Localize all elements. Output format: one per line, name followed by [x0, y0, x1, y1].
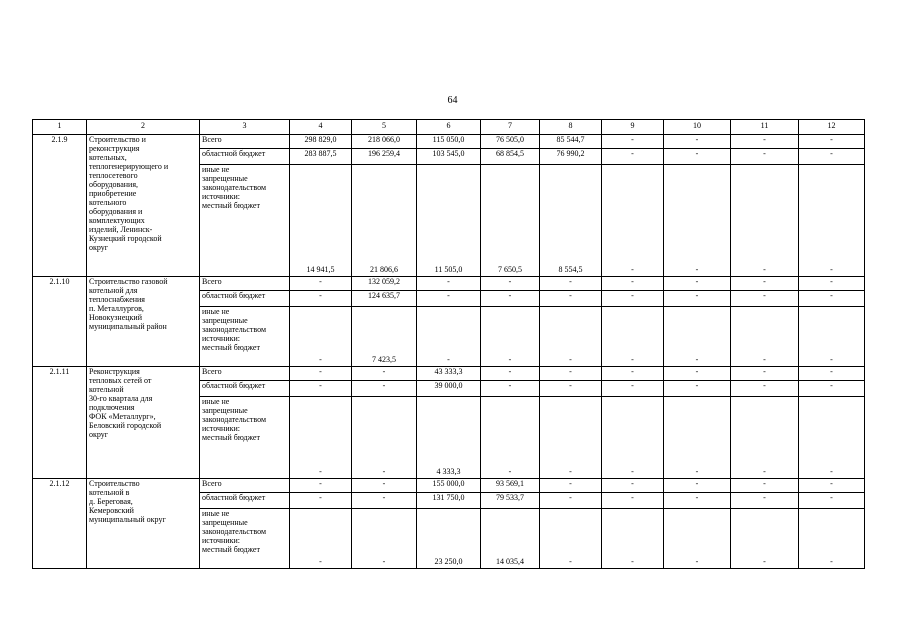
amount-cell: - [664, 397, 731, 479]
amount-cell: 132 059,2 [352, 277, 417, 291]
amount-cell: 76 505,0 [481, 135, 540, 149]
amount-cell: - [540, 381, 602, 397]
amount-cell: 76 990,2 [540, 149, 602, 165]
amount-cell: - [602, 397, 664, 479]
amount-cell: - [664, 479, 731, 493]
item-code: 2.1.10 [33, 277, 87, 367]
header-cell: 2 [87, 120, 200, 135]
amount-cell: 23 250,0 [417, 509, 481, 569]
amount-cell: - [602, 165, 664, 277]
amount-cell: - [290, 479, 352, 493]
amount-cell: - [290, 381, 352, 397]
amount-cell: - [540, 493, 602, 509]
amount-cell: - [602, 479, 664, 493]
amount-cell: - [540, 509, 602, 569]
item-name: Реконструкция тепловых сетей от котельной 30-го квартала для подключения ФОК «Металлург», Беловский городской округ [87, 367, 200, 479]
funding-source: иные не запрещенные законодательством источники: местный бюджет [200, 509, 290, 569]
amount-cell: 21 806,6 [352, 165, 417, 277]
item-name: Строительство котельной в д. Береговая, Кемеровский муниципальный округ [87, 479, 200, 569]
amount-cell: - [664, 135, 731, 149]
amount-cell: - [602, 381, 664, 397]
group-total-row [33, 277, 865, 291]
page-number: 64 [447, 95, 458, 106]
amount-cell: - [540, 307, 602, 367]
amount-cell: - [731, 149, 799, 165]
header-cell: 7 [481, 120, 540, 135]
item-name: Строительство газовой котельной для теплоснабжения п. Металлургов, Новокузнецкий муниципальный район [87, 277, 200, 367]
amount-cell: 39 000,0 [417, 381, 481, 397]
amount-cell: - [352, 493, 417, 509]
amount-cell: - [540, 479, 602, 493]
amount-cell: 14 035,4 [481, 509, 540, 569]
amount-cell: 79 533,7 [481, 493, 540, 509]
amount-cell: - [799, 307, 865, 367]
amount-cell: - [799, 165, 865, 277]
amount-cell: 85 544,7 [540, 135, 602, 149]
group-total-row [33, 135, 865, 149]
amount-cell: - [799, 493, 865, 509]
amount-cell: - [417, 291, 481, 307]
amount-cell: 283 887,5 [290, 149, 352, 165]
amount-cell: - [731, 307, 799, 367]
amount-cell: - [481, 307, 540, 367]
amount-cell: - [799, 135, 865, 149]
amount-cell: - [352, 381, 417, 397]
amount-cell: - [602, 307, 664, 367]
amount-cell: - [481, 291, 540, 307]
amount-cell: - [417, 277, 481, 291]
amount-cell: - [799, 149, 865, 165]
funding-source: Всего [200, 135, 290, 149]
funding-source: областной бюджет [200, 381, 290, 397]
amount-cell: - [290, 509, 352, 569]
amount-cell: 68 854,5 [481, 149, 540, 165]
header-cell: 11 [731, 120, 799, 135]
amount-cell: - [664, 509, 731, 569]
header-cell: 4 [290, 120, 352, 135]
amount-cell: - [481, 277, 540, 291]
amount-cell: 196 259,4 [352, 149, 417, 165]
header-cell: 6 [417, 120, 481, 135]
funding-source: областной бюджет [200, 493, 290, 509]
funding-source: Всего [200, 367, 290, 381]
amount-cell: 11 505,0 [417, 165, 481, 277]
amount-cell: - [290, 493, 352, 509]
amount-cell: - [481, 367, 540, 381]
amount-cell: - [352, 479, 417, 493]
amount-cell: 7 650,5 [481, 165, 540, 277]
amount-cell: - [540, 277, 602, 291]
amount-cell: 115 050,0 [417, 135, 481, 149]
amount-cell: - [290, 397, 352, 479]
header-cell: 1 [33, 120, 87, 135]
amount-cell: - [290, 307, 352, 367]
table-body [33, 120, 865, 569]
header-cell: 5 [352, 120, 417, 135]
amount-cell: - [602, 291, 664, 307]
amount-cell: - [664, 381, 731, 397]
amount-cell: - [290, 291, 352, 307]
item-code: 2.1.11 [33, 367, 87, 479]
funding-source: областной бюджет [200, 291, 290, 307]
amount-cell: 218 066,0 [352, 135, 417, 149]
amount-cell: 43 333,3 [417, 367, 481, 381]
amount-cell: - [731, 493, 799, 509]
amount-cell: 14 941,5 [290, 165, 352, 277]
amount-cell: - [731, 165, 799, 277]
amount-cell: - [731, 381, 799, 397]
amount-cell: - [352, 367, 417, 381]
amount-cell: - [799, 367, 865, 381]
funding-source: областной бюджет [200, 149, 290, 165]
amount-cell: - [481, 381, 540, 397]
amount-cell: 93 569,1 [481, 479, 540, 493]
header-cell: 3 [200, 120, 290, 135]
amount-cell: 4 333,3 [417, 397, 481, 479]
amount-cell: - [481, 397, 540, 479]
amount-cell: - [602, 509, 664, 569]
amount-cell: 103 545,0 [417, 149, 481, 165]
amount-cell: - [417, 307, 481, 367]
amount-cell: - [731, 291, 799, 307]
amount-cell: - [799, 397, 865, 479]
amount-cell: - [799, 479, 865, 493]
amount-cell: - [352, 397, 417, 479]
amount-cell: - [731, 509, 799, 569]
amount-cell: - [799, 277, 865, 291]
amount-cell: - [352, 509, 417, 569]
amount-cell: - [664, 367, 731, 381]
header-cell: 12 [799, 120, 865, 135]
amount-cell: - [664, 493, 731, 509]
amount-cell: - [602, 493, 664, 509]
group-total-row [33, 367, 865, 381]
item-name: Строительство и реконструкция котельных, теплогенерирующего и теплосетевого оборудования, приобретение котельного оборудования и комплектующих изделий, Ленинск- Кузнецкий городской округ [87, 135, 200, 277]
amount-cell: - [540, 397, 602, 479]
amount-cell: - [664, 165, 731, 277]
amount-cell: - [664, 277, 731, 291]
amount-cell: 298 829,0 [290, 135, 352, 149]
amount-cell: - [602, 135, 664, 149]
amount-cell: 8 554,5 [540, 165, 602, 277]
amount-cell: 131 750,0 [417, 493, 481, 509]
amount-cell: - [731, 367, 799, 381]
amount-cell: 124 635,7 [352, 291, 417, 307]
amount-cell: - [731, 479, 799, 493]
amount-cell: - [731, 397, 799, 479]
amount-cell: - [664, 291, 731, 307]
funding-source: Всего [200, 479, 290, 493]
header-row [33, 120, 865, 135]
item-code: 2.1.9 [33, 135, 87, 277]
header-cell: 10 [664, 120, 731, 135]
amount-cell: - [290, 277, 352, 291]
funding-source: иные не запрещенные законодательством источники: местный бюджет [200, 165, 290, 277]
amount-cell: 155 000,0 [417, 479, 481, 493]
funding-source: иные не запрещенные законодательством источники: местный бюджет [200, 307, 290, 367]
funding-source: иные не запрещенные законодательством источники: местный бюджет [200, 397, 290, 479]
amount-cell: - [731, 135, 799, 149]
header-cell: 8 [540, 120, 602, 135]
amount-cell: - [602, 367, 664, 381]
amount-cell: - [540, 291, 602, 307]
budget-table [32, 119, 865, 569]
amount-cell: - [602, 149, 664, 165]
amount-cell: - [290, 367, 352, 381]
amount-cell: - [664, 149, 731, 165]
funding-source: Всего [200, 277, 290, 291]
amount-cell: - [799, 381, 865, 397]
amount-cell: - [799, 291, 865, 307]
item-code: 2.1.12 [33, 479, 87, 569]
amount-cell: - [540, 367, 602, 381]
amount-cell: - [799, 509, 865, 569]
group-total-row [33, 479, 865, 493]
amount-cell: 7 423,5 [352, 307, 417, 367]
header-cell: 9 [602, 120, 664, 135]
amount-cell: - [664, 307, 731, 367]
amount-cell: - [731, 277, 799, 291]
amount-cell: - [602, 277, 664, 291]
